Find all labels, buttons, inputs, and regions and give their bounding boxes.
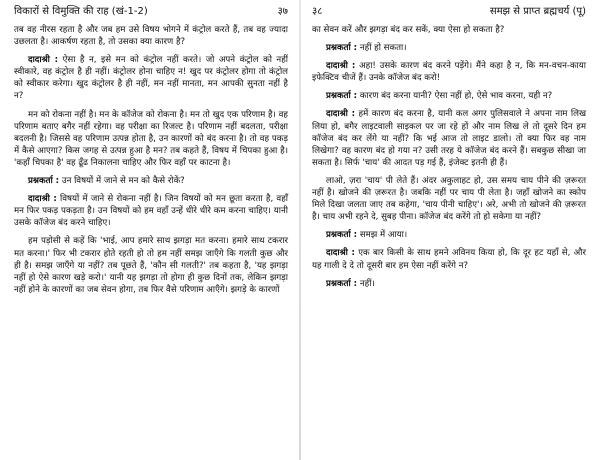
speaker-label: प्रश्नकर्ता : xyxy=(326,43,358,54)
right-paragraph-8 xyxy=(312,247,586,271)
speaker-label: प्रश्नकर्ता : xyxy=(326,278,358,289)
right-question-4 xyxy=(312,278,586,290)
right-header-title: समझ से प्राप्त ब्रह्मचर्य (पू) xyxy=(489,6,586,17)
right-question-2 xyxy=(312,90,586,102)
right-running-head xyxy=(312,6,586,18)
right-page xyxy=(300,0,600,460)
speaker-label: दादाश्री : xyxy=(326,248,355,259)
right-question-3 xyxy=(312,229,586,241)
left-paragraph-1: तब वह नीरस रहता है और जब हम उसे विषय भोगने में कंट्रोल करते हैं, तब वह ज्यादा उछलता है। आकर्षण रहता है, तो उसका क्या कारण है? xyxy=(14,25,288,48)
right-paragraph-3 xyxy=(312,60,586,84)
left-paragraph-6: हम पड़ोसी से कहें कि 'भाई, आप हमारे साथ झगड़ा मत करना। हमारे साथ टकरार मत करना।' फिर भी टकरार होते रहती हो तो हम नहीं समझ जाएँगे कि गलती कुछ और ही है। समझ जाएँगे या नहीं? तब पूछते हैं, 'कौन सी गलती?' तब कहता है, 'यह झगड़ा नहीं हो ऐसे कारण खड़े करो।' यानी यह झगड़ा तो होगा ही कुछ दिनों तक, लेकिन झगड़ा नहीं होने के कारणों का जब सेवन होगा, तब फिर वैसे परिणाम आएँगे। झगड़े के कारणों xyxy=(14,236,288,295)
paragraph-text: ऐसा है न, इसे मन को कंट्रोल नहीं करते। जो अपने कंट्रोल को नहीं स्वीकारे, वह कंट्रोल है ही नहीं। कंट्रोलर होना चाहिए न! खुद पर कंट्रोलर होगा तो कंट्रोल को स्वीकार करेगा। खुद कंट्रोलर है ही नहीं, मन नहीं मानता, मन आपकी सुनता नहीं है न? xyxy=(14,55,288,102)
right-paragraph-1: का सेवन करें और झगड़ा बंद कर सकें, क्या ऐसा हो सकता है? xyxy=(312,25,505,35)
right-paragraph-5 xyxy=(312,108,586,168)
left-header-title: विकारों से विमुक्ति की राह (खं-1-2) xyxy=(14,6,148,17)
speaker-label: दादाश्री : xyxy=(28,55,59,66)
question-text: नहीं। xyxy=(357,278,375,289)
question-text: नहीं हो सकता। xyxy=(357,43,407,54)
left-page-number: ३७ xyxy=(277,6,288,17)
paragraph-text: एक बार किसी के साथ हमने अविनय किया हो, कि दूर हट यहाँ से, और यह गाली दे दे तो दूसरी बार हम ऐसा नहीं करेंगे न? xyxy=(312,248,586,271)
question-text: कारण बंद करना यानी? ऐसा नहीं हो, ऐसे भाव करना, यही न? xyxy=(357,91,553,102)
right-question-1 xyxy=(312,42,586,54)
speaker-label: दादाश्री : xyxy=(326,61,356,72)
speaker-label: दादाश्री : xyxy=(28,194,57,205)
paragraph-text: विषयों में जाने से रोकना नहीं है। जिन विषयों को मन छूता करता है, वहाँ मन फिर पकड़ पकड़ता है। उन विषयों को हम वहाँ उन्हें धीरे धीरे कम करना चाहिए। यानी उसके कॉजेज बंद करने चाहिए। xyxy=(14,194,288,229)
paragraph-text: हमें कारण बंद करना है, यानी कल अगर पुलिसवाले ने अपना नाम लिख लिया हो, बगैर लाइटवाली साइकल पर जा रहे हों और नाम लिख ले तो दूसरे दिन हम कॉजेज बंद कर लेंगे या नहीं? कि भई आज तो लाइट डालो। तो क्या फिर वह नाम लिखेगा? वह कारण बंद हो गया न? उसी तरह ये कॉजेज बंद करने हैं। सबकुछ सीखा जा सकता है। सिर्फ 'चाय' की आदत पड़ गई हैं, इंजेक्ट इतनी ही हैं। xyxy=(312,109,586,168)
left-paragraph-3: मन को रोकना नहीं है। मन के कॉजेज को रोकना है। मन तो खुद एक परिणाम है। वह परिणाम बताए बगैर नहीं रहेगा। वह परीक्षा का रिजल्ट है। परिणाम नहीं बदलता, परीक्षा बदलनी है। जिससे वह परिणाम उत्पन्न होता है, उन कारणों को बंद करना है। तो वह पकड़ में कैसे आएगा? किस जगह से उत्पन्न हुआ है मन? तब कहते हैं, विषय में चिपका हुआ है। 'कहाँ चिपका है' वह ढूँढ निकालना चाहिए और फिर वहाँ पर काटना है। xyxy=(14,109,288,168)
left-paragraph-2 xyxy=(14,54,288,102)
left-running-head xyxy=(14,6,288,18)
paragraph-text: अहा! उसके कारण बंद करने पड़ेंगे। मैंने कहा है न, कि मन-वचन-काया इफेक्टिव चीजें हैं। उनके कॉजेज बंद करो! xyxy=(312,61,586,84)
right-paragraph-6: लाओ, ज़रा 'चाय' पी लेते हैं। अंदर अकुलाहट हो, उस समय चाय पीने की ज़रूरत नहीं है। खोजने की ज़रूरत है। जबकि नहीं पर चाय पी लेता है। जहाँ खोजने का स्कोप मिले दिखा जलता जाए तब कहेगा, 'चाय पीनी चाहिए'। अरे, अभी तो खोजने की ज़रूरत है। चाय अभी रहने दे, सुबह पीना। कॉजेज बंद करेंगे तो हो सकेगा या नहीं? xyxy=(312,175,586,223)
speaker-label: प्रश्नकर्ता : xyxy=(326,91,358,102)
left-question-1 xyxy=(14,175,288,187)
right-page-number: ३८ xyxy=(312,6,323,17)
speaker-label: प्रश्नकर्ता : xyxy=(28,176,60,187)
left-paragraph-5 xyxy=(14,193,288,229)
question-text: समझ में आया। xyxy=(357,230,408,241)
question-text: उन विषयों में जाने से मन को कैसे रोकें? xyxy=(59,176,185,187)
speaker-label: प्रश्नकर्ता : xyxy=(326,230,358,241)
speaker-label: दादाश्री : xyxy=(326,109,356,120)
